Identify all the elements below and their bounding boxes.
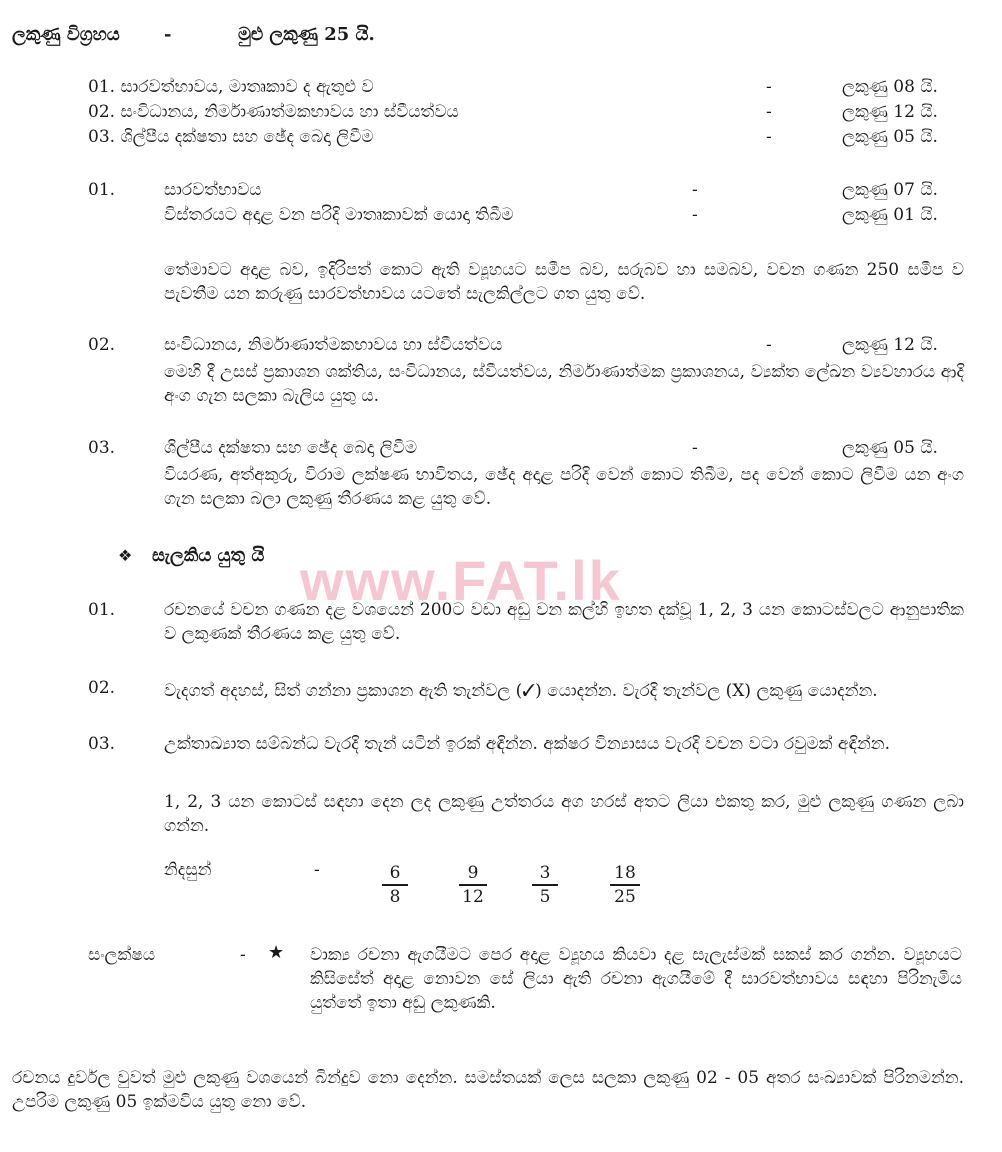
fraction-4 <box>610 862 640 908</box>
section-num: 02. <box>88 335 116 355</box>
section-description: මෙහි දී උසස් ප්‍රකාශන ශක්තිය, සංවිධානය, ස්වීයත්වය, නිර්මාණාත්මක ප්‍රකාශනය, ව්‍යක්ත ලේඛන ව්‍යවහාරය ආදි අංග ගැන සලකා බැලිය යුතු ය. <box>164 362 964 406</box>
summary-label: සංවිධානය, නිර්මාණාත්මකභාවය හා ස්වීයත්වය <box>120 102 459 122</box>
section-description: තේමාවට අදාළ බව, ඉදිරිපත් කොට ඇති ව්‍යූහයට සමීප බව, සරුබව හා සමබව, වචන ගණන 250 සමීප ව පැවතීම යන කරුණු සාරවත්භාවය යටතේ සැලකිල්ලට ගත යුතු වේ. <box>164 260 964 304</box>
denominator: 8 <box>389 887 401 907</box>
note-num: 02. <box>88 678 116 698</box>
denominator: 12 <box>462 887 484 907</box>
criterion-marks: ලකුණු 05 යි. <box>842 438 938 458</box>
remark-text: වාක්‍ය රචනා ඇගයීමට පෙර අදාළ ව්‍යූහය කියවා දළ සැලැස්මක් සකස් කර ගන්න. ව්‍යූහයට කිසිසේත් අදාළ නොවන සේ ලියා ඇති රචනා ඇගයීමේ දී සාරවත්භාවය සඳහා පිරිනැමිය යුත්තේ ඉතා අඩු ලකුණකි. <box>310 945 962 1013</box>
summary-item-1 <box>88 77 374 97</box>
criterion-dash: - <box>692 438 698 458</box>
note-text: රචනයේ වචන ගණන දළ වශයෙන් 200ට වඩා අඩු වන කල්හි ඉහත දක්වූ 1, 2, 3 යන කොටස්වලට ආනුපාතික ව ලකුණක් තීරණය කළ යුතු වේ. <box>164 600 964 644</box>
criterion-dash: - <box>692 205 698 225</box>
criterion-marks: ලකුණු 01 යි. <box>842 205 938 225</box>
diamond-bullet-icon: ❖ <box>118 546 133 565</box>
criterion-marks: ලකුණු 07 යි. <box>842 180 938 200</box>
header-dash: - <box>164 24 172 45</box>
criterion-dash: - <box>692 180 698 200</box>
section-num: 03. <box>88 438 116 458</box>
numerator: 18 <box>610 862 640 886</box>
example-dash: - <box>314 860 320 880</box>
fraction-1 <box>382 862 408 908</box>
criterion-marks: ලකුණු 12 යි. <box>842 335 938 355</box>
note-num: 03. <box>88 734 116 754</box>
criterion-label: සාරවත්භාවය <box>164 180 262 200</box>
numerator: 9 <box>459 862 487 886</box>
numerator: 3 <box>532 862 558 886</box>
summary-dash: - <box>766 77 772 97</box>
summary-dash: - <box>766 102 772 122</box>
remark-label: සංලක්ෂය <box>88 945 156 965</box>
note-text: වැදගත් අදහස්, සිත් ගන්නා ප්‍රකාශන ඇති තැන්වල (✓) යොදන්න. වැරදි තැන්වල (X) ලකුණු යොදන්න. <box>164 681 878 701</box>
summary-label: ශිල්පීය දක්ෂතා සහ ඡේද බෙදා ලිවීම <box>120 127 374 147</box>
summary-num: 03. <box>88 127 116 147</box>
summary-label: සාරවත්භාවය, මාතෘකාව ද ඇතුළු ව <box>120 77 374 97</box>
criterion-label: විස්තරයට අදාළ වන පරිදි මාතෘකාවක් යොදා තිබීම <box>164 205 514 225</box>
summary-marks: ලකුණු 12 යි. <box>842 102 938 122</box>
summary-marks: ලකුණු 08 යි. <box>842 77 938 97</box>
criterion-label: සංවිධානය, නිර්මාණාත්මකභාවය හා ස්වීයත්වය <box>164 335 503 355</box>
fraction-2 <box>459 862 487 908</box>
denominator: 5 <box>539 887 551 907</box>
denominator: 25 <box>614 887 636 907</box>
section-num: 01. <box>88 180 116 200</box>
criterion-label: ශිල්පීය දක්ෂතා සහ ඡේද බෙදා ලිවීම <box>164 438 418 458</box>
remark-dash: - <box>240 945 246 965</box>
summary-marks: ලකුණු 05 යි. <box>842 127 938 147</box>
star-icon: ★ <box>268 942 285 963</box>
example-label: නිදසුන් <box>164 860 212 880</box>
total-marks: මුළු ලකුණු 25 යි. <box>238 24 375 45</box>
summary-dash: - <box>766 127 772 147</box>
summary-item-2 <box>88 102 459 122</box>
footer-paragraph: රචනය දුර්වල වුවත් මුළු ලකුණු වශයෙන් බින්දුව නො දෙන්න. සමස්තයක් ලෙස සලකා ලකුණු 02 - 05 අතර සංඛ්‍යාවක් පිරිනමන්න. උපරිම ලකුණු 05 ඉක්මවිය යුතු නො වේ. <box>12 1068 964 1112</box>
page-title: ලකුණු විග්‍රහය <box>12 24 120 45</box>
section-description: වියරණ, අත්අකුරු, විරාම ලක්ෂණ භාවිතය, ඡේද අදාළ පරිදි වෙන් කොට තිබීම, පද වෙන් කොට ලිවීම යන අංග ගැන සලකා බලා ලකුණු තීරණය කළ යුතු වේ. <box>164 465 964 509</box>
note-extra-text: 1, 2, 3 යන කොටස් සඳහා දෙන ලද ලකුණු උත්තරය අග හරස් අතට ලියා එකතු කර, මුළු ලකුණු ගණන ලබා ගන්න. <box>164 792 964 836</box>
note-text: උක්තාඛ්‍යාත සම්බන්ධ වැරදි තැන් යටින් ඉරක් අඳින්න. අක්ෂර වින්‍යාසය වැරදි වචන වටා රවුමක් අඳින්න. <box>164 734 890 754</box>
note-num: 01. <box>88 600 116 620</box>
summary-num: 02. <box>88 102 116 122</box>
numerator: 6 <box>382 862 408 886</box>
fraction-3 <box>532 862 558 908</box>
summary-item-3 <box>88 127 374 147</box>
notes-heading: සැලකිය යුතු යි <box>152 545 265 566</box>
criterion-dash: - <box>766 335 772 355</box>
watermark: www.FAT.lk <box>300 549 622 612</box>
summary-num: 01. <box>88 77 116 97</box>
